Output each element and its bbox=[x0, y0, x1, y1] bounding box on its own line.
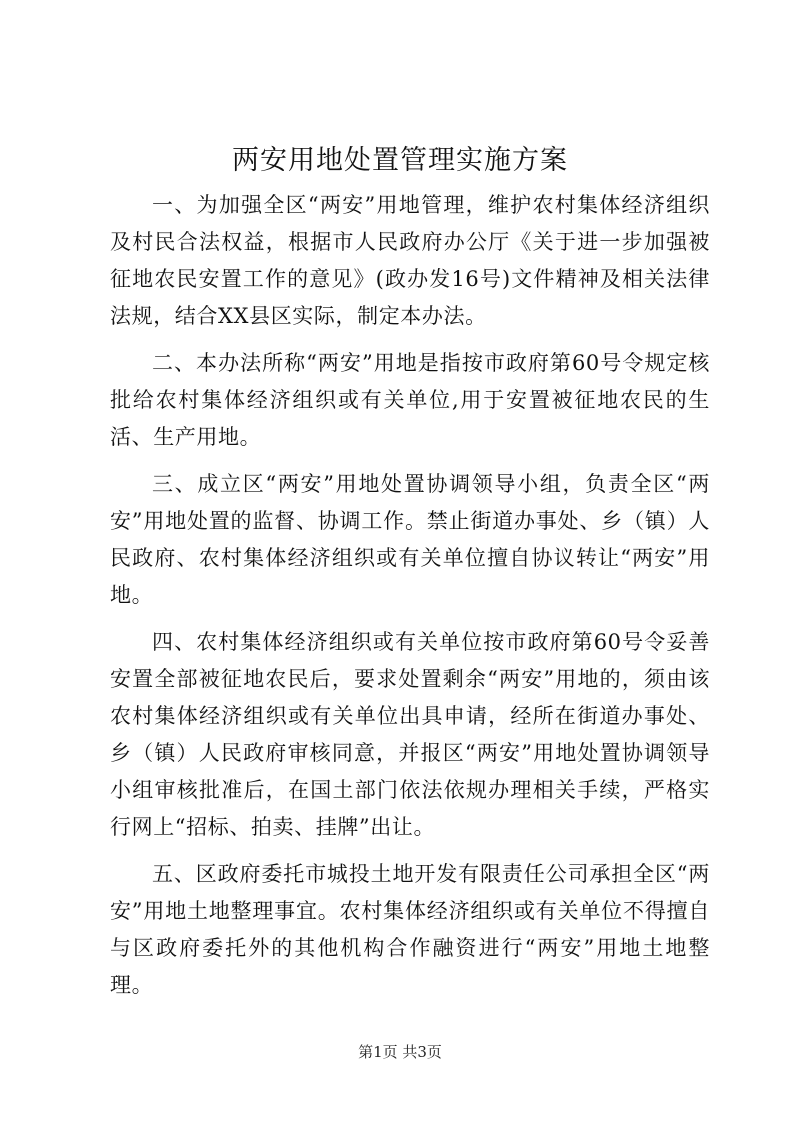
page-footer: 第1页 共3页 bbox=[358, 1043, 442, 1061]
document-body bbox=[110, 187, 710, 1014]
paragraph-3: 三、成立区“两安”用地处置协调领导小组，负责全区“两安”用地处置的监督、协调工作。禁止街道办事处、乡（镇）人民政府、农村集体经济组织或有关单位擅自协议转让“两安”用地。 bbox=[110, 472, 710, 607]
paragraph-2: 二、本办法所称“两安”用地是指按市政府第60号令规定核批给农村集体经济组织或有关单位,用于安置被征地农民的生活、生产用地。 bbox=[110, 351, 710, 449]
document-title: 两安用地处置管理实施方案 bbox=[232, 145, 568, 176]
paragraph-5: 五、区政府委托市城投土地开发有限责任公司承担全区“两安”用地土地整理事宜。农村集体经济组织或有关单位不得擅自与区政府委托外的其他机构合作融资进行“两安”用地土地整理。 bbox=[110, 862, 710, 997]
paragraph-4: 四、农村集体经济组织或有关单位按市政府第60号令妥善安置全部被征地农民后，要求处置剩余“两安”用地的，须由该农村集体经济组织或有关单位出具申请，经所在街道办事处、乡（镇）人民政府审核同意，并报区“两安”用地处置协调领导小组审核批准后，在国土部门依法依规办理相关手续，严格实行网上“招标、拍卖、挂牌”出让。 bbox=[110, 630, 710, 839]
paragraph-1: 一、为加强全区“两安”用地管理，维护农村集体经济组织及村民合法权益，根据市人民政府办公厅《关于进一步加强被征地农民安置工作的意见》(政办发16号)文件精神及相关法律法规，结合XX县区实际，制定本办法。 bbox=[110, 193, 710, 328]
